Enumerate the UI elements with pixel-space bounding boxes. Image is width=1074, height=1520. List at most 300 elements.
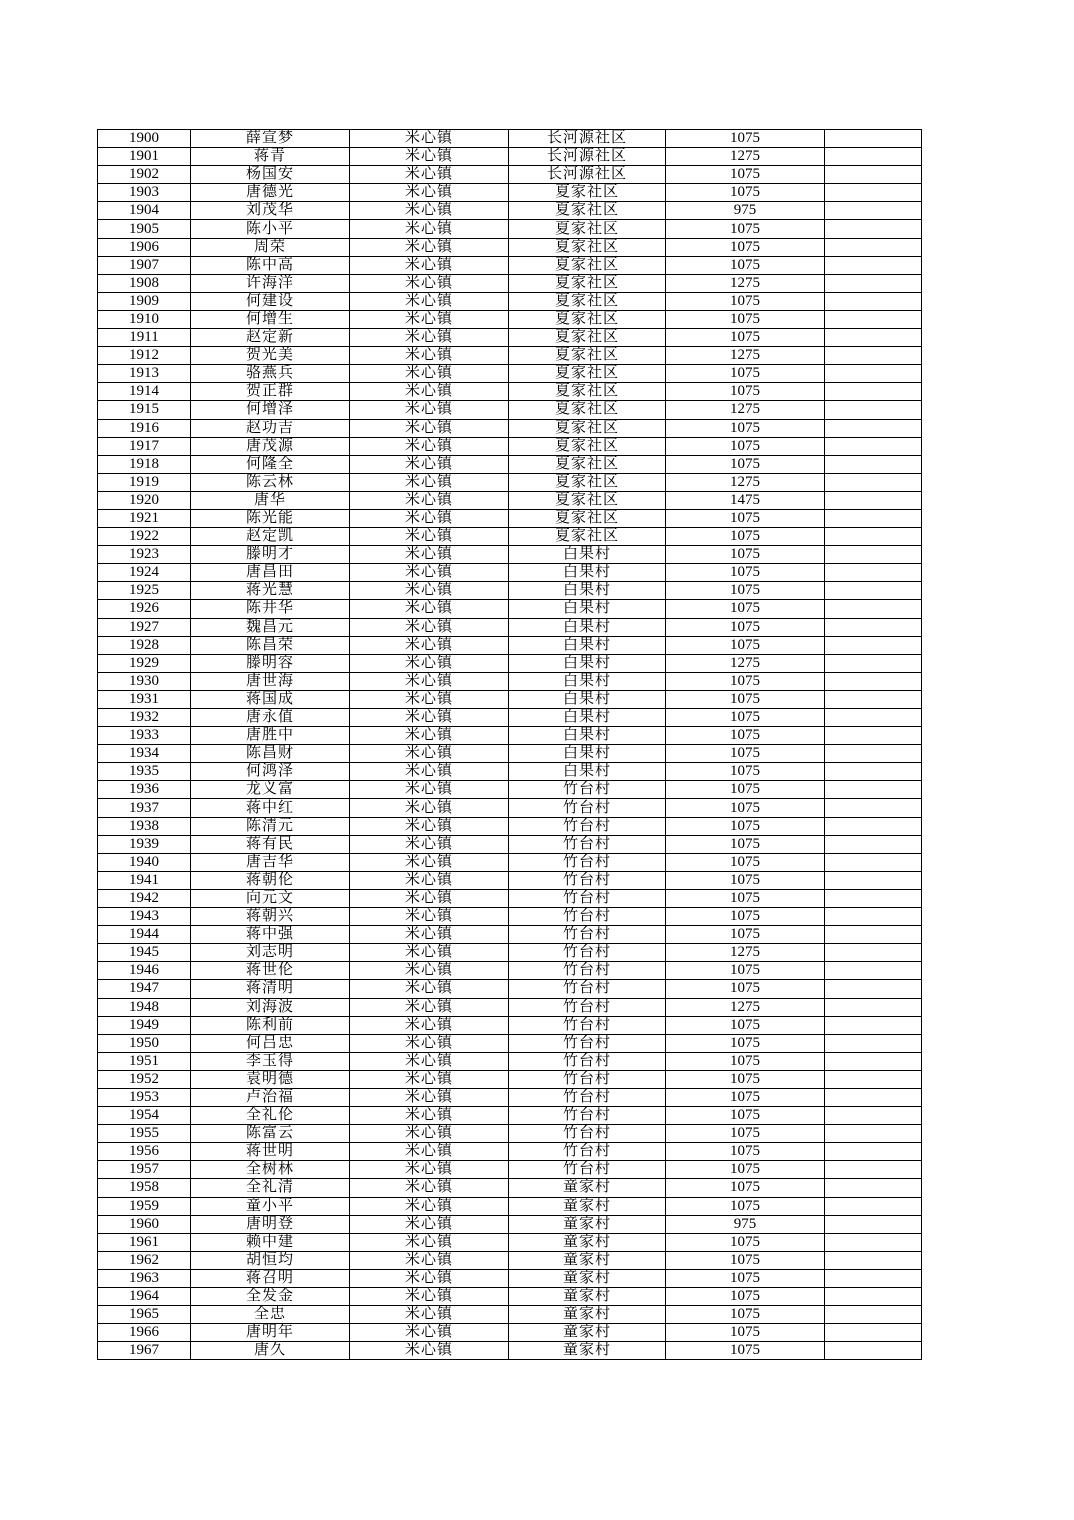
town-cell: 米心镇 bbox=[350, 1324, 509, 1342]
table-row bbox=[98, 1233, 922, 1251]
town-cell: 米心镇 bbox=[350, 528, 509, 546]
amount-cell: 1075 bbox=[666, 1161, 825, 1179]
row-number-cell: 1938 bbox=[98, 817, 191, 835]
amount-cell: 1075 bbox=[666, 365, 825, 383]
row-number-cell: 1959 bbox=[98, 1197, 191, 1215]
name-cell: 蒋世明 bbox=[191, 1143, 350, 1161]
town-cell: 米心镇 bbox=[350, 1088, 509, 1106]
town-cell: 米心镇 bbox=[350, 1125, 509, 1143]
village-cell: 白果村 bbox=[509, 618, 666, 636]
village-cell: 竹台村 bbox=[509, 962, 666, 980]
note-cell bbox=[825, 1179, 922, 1197]
amount-cell: 1075 bbox=[666, 1070, 825, 1088]
amount-cell: 1075 bbox=[666, 582, 825, 600]
name-cell: 唐永值 bbox=[191, 709, 350, 727]
village-cell: 夏家社区 bbox=[509, 256, 666, 274]
village-cell: 夏家社区 bbox=[509, 383, 666, 401]
row-number-cell: 1903 bbox=[98, 184, 191, 202]
note-cell bbox=[825, 546, 922, 564]
name-cell: 骆燕兵 bbox=[191, 365, 350, 383]
amount-cell: 1275 bbox=[666, 654, 825, 672]
town-cell: 米心镇 bbox=[350, 1306, 509, 1324]
name-cell: 薛宣梦 bbox=[191, 130, 350, 148]
note-cell bbox=[825, 690, 922, 708]
table-row bbox=[98, 690, 922, 708]
name-cell: 袁明德 bbox=[191, 1070, 350, 1088]
note-cell bbox=[825, 1233, 922, 1251]
amount-cell: 1275 bbox=[666, 944, 825, 962]
name-cell: 周荣 bbox=[191, 238, 350, 256]
name-cell: 滕明容 bbox=[191, 654, 350, 672]
table-row bbox=[98, 654, 922, 672]
town-cell: 米心镇 bbox=[350, 654, 509, 672]
village-cell: 夏家社区 bbox=[509, 274, 666, 292]
town-cell: 米心镇 bbox=[350, 690, 509, 708]
note-cell bbox=[825, 745, 922, 763]
town-cell: 米心镇 bbox=[350, 347, 509, 365]
note-cell bbox=[825, 401, 922, 419]
town-cell: 米心镇 bbox=[350, 1251, 509, 1269]
table-row bbox=[98, 889, 922, 907]
table-row bbox=[98, 944, 922, 962]
row-number-cell: 1928 bbox=[98, 636, 191, 654]
village-cell: 白果村 bbox=[509, 564, 666, 582]
town-cell: 米心镇 bbox=[350, 745, 509, 763]
note-cell bbox=[825, 274, 922, 292]
amount-cell: 1075 bbox=[666, 763, 825, 781]
table-row bbox=[98, 1107, 922, 1125]
village-cell: 童家村 bbox=[509, 1251, 666, 1269]
table-row bbox=[98, 1197, 922, 1215]
amount-cell: 1075 bbox=[666, 1125, 825, 1143]
village-cell: 竹台村 bbox=[509, 998, 666, 1016]
row-number-cell: 1909 bbox=[98, 292, 191, 310]
note-cell bbox=[825, 799, 922, 817]
village-cell: 竹台村 bbox=[509, 871, 666, 889]
table-row bbox=[98, 817, 922, 835]
note-cell bbox=[825, 1288, 922, 1306]
note-cell bbox=[825, 817, 922, 835]
name-cell: 陈昌荣 bbox=[191, 636, 350, 654]
row-number-cell: 1960 bbox=[98, 1215, 191, 1233]
village-cell: 夏家社区 bbox=[509, 310, 666, 328]
table-row bbox=[98, 799, 922, 817]
amount-cell: 1075 bbox=[666, 636, 825, 654]
table-row bbox=[98, 1251, 922, 1269]
row-number-cell: 1951 bbox=[98, 1052, 191, 1070]
note-cell bbox=[825, 419, 922, 437]
note-cell bbox=[825, 1034, 922, 1052]
village-cell: 夏家社区 bbox=[509, 238, 666, 256]
name-cell: 何增生 bbox=[191, 310, 350, 328]
note-cell bbox=[825, 1215, 922, 1233]
row-number-cell: 1939 bbox=[98, 835, 191, 853]
amount-cell: 1075 bbox=[666, 419, 825, 437]
amount-cell: 1275 bbox=[666, 998, 825, 1016]
name-cell: 何隆全 bbox=[191, 455, 350, 473]
table-row bbox=[98, 1016, 922, 1034]
village-cell: 夏家社区 bbox=[509, 455, 666, 473]
town-cell: 米心镇 bbox=[350, 1052, 509, 1070]
note-cell bbox=[825, 202, 922, 220]
row-number-cell: 1942 bbox=[98, 889, 191, 907]
note-cell bbox=[825, 1161, 922, 1179]
village-cell: 白果村 bbox=[509, 745, 666, 763]
name-cell: 陈清元 bbox=[191, 817, 350, 835]
note-cell bbox=[825, 1324, 922, 1342]
row-number-cell: 1923 bbox=[98, 546, 191, 564]
row-number-cell: 1953 bbox=[98, 1088, 191, 1106]
table-row bbox=[98, 473, 922, 491]
row-number-cell: 1906 bbox=[98, 238, 191, 256]
amount-cell: 1275 bbox=[666, 401, 825, 419]
town-cell: 米心镇 bbox=[350, 1107, 509, 1125]
village-cell: 竹台村 bbox=[509, 781, 666, 799]
amount-cell: 1075 bbox=[666, 256, 825, 274]
village-cell: 夏家社区 bbox=[509, 184, 666, 202]
note-cell bbox=[825, 329, 922, 347]
row-number-cell: 1935 bbox=[98, 763, 191, 781]
name-cell: 赖中建 bbox=[191, 1233, 350, 1251]
amount-cell: 1075 bbox=[666, 292, 825, 310]
amount-cell: 1075 bbox=[666, 1269, 825, 1287]
table-row bbox=[98, 1143, 922, 1161]
table-row bbox=[98, 1324, 922, 1342]
row-number-cell: 1900 bbox=[98, 130, 191, 148]
row-number-cell: 1941 bbox=[98, 871, 191, 889]
town-cell: 米心镇 bbox=[350, 980, 509, 998]
village-cell: 夏家社区 bbox=[509, 329, 666, 347]
name-cell: 刘海波 bbox=[191, 998, 350, 1016]
note-cell bbox=[825, 564, 922, 582]
note-cell bbox=[825, 781, 922, 799]
note-cell bbox=[825, 148, 922, 166]
row-number-cell: 1912 bbox=[98, 347, 191, 365]
town-cell: 米心镇 bbox=[350, 329, 509, 347]
amount-cell: 1275 bbox=[666, 148, 825, 166]
row-number-cell: 1940 bbox=[98, 853, 191, 871]
name-cell: 蒋朝伦 bbox=[191, 871, 350, 889]
village-cell: 夏家社区 bbox=[509, 491, 666, 509]
note-cell bbox=[825, 365, 922, 383]
table-row bbox=[98, 745, 922, 763]
table-row bbox=[98, 292, 922, 310]
amount-cell: 1075 bbox=[666, 672, 825, 690]
name-cell: 唐吉华 bbox=[191, 853, 350, 871]
table-row bbox=[98, 1052, 922, 1070]
row-number-cell: 1932 bbox=[98, 709, 191, 727]
row-number-cell: 1950 bbox=[98, 1034, 191, 1052]
amount-cell: 1075 bbox=[666, 528, 825, 546]
town-cell: 米心镇 bbox=[350, 546, 509, 564]
village-cell: 童家村 bbox=[509, 1269, 666, 1287]
amount-cell: 1075 bbox=[666, 1179, 825, 1197]
town-cell: 米心镇 bbox=[350, 926, 509, 944]
table-row bbox=[98, 220, 922, 238]
name-cell: 唐茂源 bbox=[191, 437, 350, 455]
name-cell: 唐久 bbox=[191, 1342, 350, 1360]
name-cell: 蒋清明 bbox=[191, 980, 350, 998]
note-cell bbox=[825, 654, 922, 672]
name-cell: 何吕忠 bbox=[191, 1034, 350, 1052]
village-cell: 白果村 bbox=[509, 636, 666, 654]
amount-cell: 1075 bbox=[666, 220, 825, 238]
table-row bbox=[98, 1125, 922, 1143]
amount-cell: 1075 bbox=[666, 1088, 825, 1106]
name-cell: 唐华 bbox=[191, 491, 350, 509]
town-cell: 米心镇 bbox=[350, 509, 509, 527]
amount-cell: 1075 bbox=[666, 618, 825, 636]
name-cell: 唐明年 bbox=[191, 1324, 350, 1342]
note-cell bbox=[825, 473, 922, 491]
town-cell: 米心镇 bbox=[350, 274, 509, 292]
table-row bbox=[98, 184, 922, 202]
village-cell: 竹台村 bbox=[509, 944, 666, 962]
town-cell: 米心镇 bbox=[350, 709, 509, 727]
row-number-cell: 1907 bbox=[98, 256, 191, 274]
row-number-cell: 1926 bbox=[98, 600, 191, 618]
name-cell: 唐明登 bbox=[191, 1215, 350, 1233]
amount-cell: 1075 bbox=[666, 238, 825, 256]
row-number-cell: 1947 bbox=[98, 980, 191, 998]
village-cell: 竹台村 bbox=[509, 835, 666, 853]
row-number-cell: 1919 bbox=[98, 473, 191, 491]
table-row bbox=[98, 1215, 922, 1233]
name-cell: 赵定新 bbox=[191, 329, 350, 347]
name-cell: 魏昌元 bbox=[191, 618, 350, 636]
amount-cell: 975 bbox=[666, 202, 825, 220]
note-cell bbox=[825, 347, 922, 365]
village-cell: 童家村 bbox=[509, 1197, 666, 1215]
table-row bbox=[98, 908, 922, 926]
village-cell: 夏家社区 bbox=[509, 528, 666, 546]
town-cell: 米心镇 bbox=[350, 618, 509, 636]
amount-cell: 975 bbox=[666, 1215, 825, 1233]
village-cell: 童家村 bbox=[509, 1233, 666, 1251]
village-cell: 竹台村 bbox=[509, 1143, 666, 1161]
row-number-cell: 1966 bbox=[98, 1324, 191, 1342]
village-cell: 竹台村 bbox=[509, 799, 666, 817]
note-cell bbox=[825, 980, 922, 998]
amount-cell: 1075 bbox=[666, 1306, 825, 1324]
town-cell: 米心镇 bbox=[350, 727, 509, 745]
name-cell: 唐胜中 bbox=[191, 727, 350, 745]
note-cell bbox=[825, 636, 922, 654]
amount-cell: 1075 bbox=[666, 1143, 825, 1161]
note-cell bbox=[825, 1269, 922, 1287]
row-number-cell: 1944 bbox=[98, 926, 191, 944]
name-cell: 贺光美 bbox=[191, 347, 350, 365]
village-cell: 竹台村 bbox=[509, 1070, 666, 1088]
amount-cell: 1475 bbox=[666, 491, 825, 509]
village-cell: 白果村 bbox=[509, 600, 666, 618]
village-cell: 夏家社区 bbox=[509, 202, 666, 220]
village-cell: 白果村 bbox=[509, 672, 666, 690]
amount-cell: 1075 bbox=[666, 1233, 825, 1251]
village-cell: 竹台村 bbox=[509, 1161, 666, 1179]
note-cell bbox=[825, 1143, 922, 1161]
name-cell: 许海洋 bbox=[191, 274, 350, 292]
row-number-cell: 1965 bbox=[98, 1306, 191, 1324]
village-cell: 白果村 bbox=[509, 727, 666, 745]
village-cell: 童家村 bbox=[509, 1342, 666, 1360]
row-number-cell: 1967 bbox=[98, 1342, 191, 1360]
amount-cell: 1075 bbox=[666, 745, 825, 763]
note-cell bbox=[825, 383, 922, 401]
village-cell: 童家村 bbox=[509, 1215, 666, 1233]
village-cell: 竹台村 bbox=[509, 853, 666, 871]
row-number-cell: 1918 bbox=[98, 455, 191, 473]
town-cell: 米心镇 bbox=[350, 256, 509, 274]
table-row bbox=[98, 528, 922, 546]
note-cell bbox=[825, 962, 922, 980]
amount-cell: 1075 bbox=[666, 908, 825, 926]
amount-cell: 1075 bbox=[666, 310, 825, 328]
table-row bbox=[98, 871, 922, 889]
data-table bbox=[97, 129, 922, 1360]
town-cell: 米心镇 bbox=[350, 166, 509, 184]
name-cell: 贺正群 bbox=[191, 383, 350, 401]
town-cell: 米心镇 bbox=[350, 1197, 509, 1215]
note-cell bbox=[825, 600, 922, 618]
table-row bbox=[98, 582, 922, 600]
table-row bbox=[98, 310, 922, 328]
row-number-cell: 1929 bbox=[98, 654, 191, 672]
row-number-cell: 1911 bbox=[98, 329, 191, 347]
amount-cell: 1075 bbox=[666, 1052, 825, 1070]
name-cell: 唐昌田 bbox=[191, 564, 350, 582]
note-cell bbox=[825, 1197, 922, 1215]
name-cell: 全发金 bbox=[191, 1288, 350, 1306]
town-cell: 米心镇 bbox=[350, 1342, 509, 1360]
table-row bbox=[98, 419, 922, 437]
name-cell: 卢治福 bbox=[191, 1088, 350, 1106]
row-number-cell: 1937 bbox=[98, 799, 191, 817]
name-cell: 蒋朝兴 bbox=[191, 908, 350, 926]
village-cell: 白果村 bbox=[509, 546, 666, 564]
name-cell: 蒋国成 bbox=[191, 690, 350, 708]
town-cell: 米心镇 bbox=[350, 437, 509, 455]
village-cell: 童家村 bbox=[509, 1324, 666, 1342]
row-number-cell: 1958 bbox=[98, 1179, 191, 1197]
table-body bbox=[98, 130, 922, 1360]
village-cell: 竹台村 bbox=[509, 1088, 666, 1106]
note-cell bbox=[825, 528, 922, 546]
amount-cell: 1075 bbox=[666, 437, 825, 455]
table-row bbox=[98, 1179, 922, 1197]
village-cell: 白果村 bbox=[509, 582, 666, 600]
town-cell: 米心镇 bbox=[350, 600, 509, 618]
row-number-cell: 1931 bbox=[98, 690, 191, 708]
name-cell: 陈井华 bbox=[191, 600, 350, 618]
name-cell: 蒋世伦 bbox=[191, 962, 350, 980]
table-row bbox=[98, 1088, 922, 1106]
town-cell: 米心镇 bbox=[350, 799, 509, 817]
village-cell: 童家村 bbox=[509, 1288, 666, 1306]
name-cell: 向元文 bbox=[191, 889, 350, 907]
amount-cell: 1075 bbox=[666, 455, 825, 473]
note-cell bbox=[825, 853, 922, 871]
amount-cell: 1075 bbox=[666, 727, 825, 745]
note-cell bbox=[825, 1251, 922, 1269]
village-cell: 竹台村 bbox=[509, 1034, 666, 1052]
row-number-cell: 1905 bbox=[98, 220, 191, 238]
village-cell: 童家村 bbox=[509, 1179, 666, 1197]
town-cell: 米心镇 bbox=[350, 582, 509, 600]
village-cell: 竹台村 bbox=[509, 980, 666, 998]
table-row bbox=[98, 130, 922, 148]
table-row bbox=[98, 1269, 922, 1287]
row-number-cell: 1927 bbox=[98, 618, 191, 636]
village-cell: 竹台村 bbox=[509, 1107, 666, 1125]
village-cell: 竹台村 bbox=[509, 908, 666, 926]
amount-cell: 1075 bbox=[666, 383, 825, 401]
row-number-cell: 1922 bbox=[98, 528, 191, 546]
town-cell: 米心镇 bbox=[350, 817, 509, 835]
town-cell: 米心镇 bbox=[350, 383, 509, 401]
amount-cell: 1075 bbox=[666, 1107, 825, 1125]
row-number-cell: 1915 bbox=[98, 401, 191, 419]
note-cell bbox=[825, 491, 922, 509]
name-cell: 滕明才 bbox=[191, 546, 350, 564]
amount-cell: 1075 bbox=[666, 546, 825, 564]
row-number-cell: 1921 bbox=[98, 509, 191, 527]
town-cell: 米心镇 bbox=[350, 636, 509, 654]
table-row bbox=[98, 401, 922, 419]
town-cell: 米心镇 bbox=[350, 419, 509, 437]
row-number-cell: 1949 bbox=[98, 1016, 191, 1034]
amount-cell: 1275 bbox=[666, 473, 825, 491]
name-cell: 陈中高 bbox=[191, 256, 350, 274]
name-cell: 赵定凯 bbox=[191, 528, 350, 546]
village-cell: 夏家社区 bbox=[509, 437, 666, 455]
name-cell: 蒋有民 bbox=[191, 835, 350, 853]
name-cell: 胡恒均 bbox=[191, 1251, 350, 1269]
table-row bbox=[98, 1070, 922, 1088]
note-cell bbox=[825, 871, 922, 889]
note-cell bbox=[825, 310, 922, 328]
row-number-cell: 1955 bbox=[98, 1125, 191, 1143]
note-cell bbox=[825, 1016, 922, 1034]
table-row bbox=[98, 709, 922, 727]
town-cell: 米心镇 bbox=[350, 998, 509, 1016]
town-cell: 米心镇 bbox=[350, 853, 509, 871]
table-row bbox=[98, 835, 922, 853]
row-number-cell: 1962 bbox=[98, 1251, 191, 1269]
note-cell bbox=[825, 889, 922, 907]
town-cell: 米心镇 bbox=[350, 365, 509, 383]
town-cell: 米心镇 bbox=[350, 962, 509, 980]
note-cell bbox=[825, 1342, 922, 1360]
note-cell bbox=[825, 582, 922, 600]
town-cell: 米心镇 bbox=[350, 889, 509, 907]
table-row bbox=[98, 636, 922, 654]
name-cell: 蒋召明 bbox=[191, 1269, 350, 1287]
table-row bbox=[98, 781, 922, 799]
name-cell: 全礼伦 bbox=[191, 1107, 350, 1125]
town-cell: 米心镇 bbox=[350, 564, 509, 582]
village-cell: 竹台村 bbox=[509, 926, 666, 944]
town-cell: 米心镇 bbox=[350, 1233, 509, 1251]
note-cell bbox=[825, 908, 922, 926]
note-cell bbox=[825, 256, 922, 274]
village-cell: 夏家社区 bbox=[509, 365, 666, 383]
row-number-cell: 1946 bbox=[98, 962, 191, 980]
row-number-cell: 1952 bbox=[98, 1070, 191, 1088]
table-row bbox=[98, 564, 922, 582]
name-cell: 陈光能 bbox=[191, 509, 350, 527]
note-cell bbox=[825, 944, 922, 962]
